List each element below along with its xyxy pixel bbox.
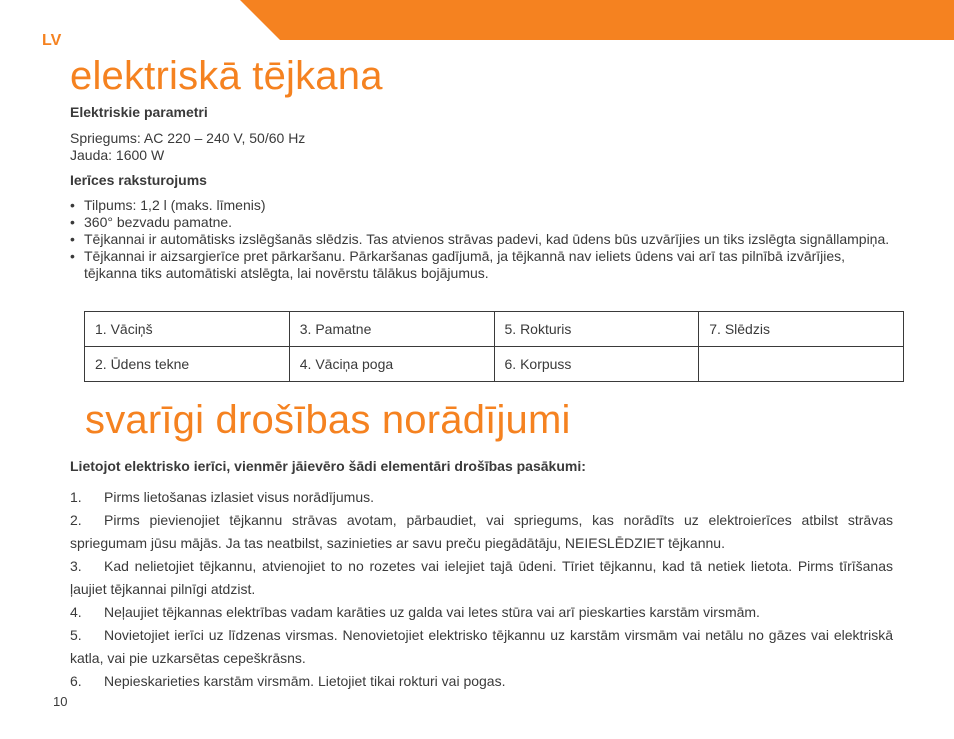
step-number: 3. bbox=[70, 558, 82, 574]
table-cell: 1. Vāciņš bbox=[85, 312, 290, 347]
header-accent-band bbox=[240, 0, 954, 40]
page-number: 10 bbox=[53, 694, 68, 709]
voltage-text: Spriegums: AC 220 – 240 V, 50/60 Hz bbox=[70, 130, 306, 146]
table-row bbox=[85, 312, 904, 347]
language-label: LV bbox=[42, 32, 62, 49]
list-item bbox=[70, 670, 893, 693]
step-number: 6. bbox=[70, 673, 82, 689]
parts-table bbox=[84, 311, 904, 382]
table-cell: 7. Slēdzis bbox=[699, 312, 904, 347]
table-cell: 6. Korpuss bbox=[494, 347, 699, 382]
safety-intro: Lietojot elektrisko ierīci, vienmēr jāievēro šādi elementāri drošības pasākumi: bbox=[70, 458, 586, 474]
step-text: Pirms pievienojiet tējkannu strāvas avotam, pārbaudiet, vai spriegums, kas norādīts uz elektroierīces atbilst strāvas spriegumam jūsu mājās. Ja tas neatbilst, sazinieties ar savu preču piegādātāju, NEIESLĒDZIET tējkannu. bbox=[70, 512, 893, 551]
section-title-kettle: elektriskā tējkana bbox=[70, 54, 383, 98]
table-cell: 4. Vāciņa poga bbox=[289, 347, 494, 382]
feature-item: • Tilpums: 1,2 l (maks. līmenis) bbox=[70, 197, 900, 214]
feature-item: • 360° bezvadu pamatne. bbox=[70, 214, 900, 231]
step-number: 5. bbox=[70, 627, 82, 643]
step-number: 1. bbox=[70, 489, 82, 505]
step-text: Nepieskarieties karstām virsmām. Lietojiet tikai rokturi vai pogas. bbox=[104, 673, 506, 689]
list-item bbox=[70, 624, 893, 670]
list-item bbox=[70, 486, 893, 509]
step-number: 4. bbox=[70, 604, 82, 620]
features-list bbox=[70, 197, 900, 282]
step-number: 2. bbox=[70, 512, 82, 528]
step-text: Novietojiet ierīci uz līdzenas virsmas. Nenovietojiet elektrisko tējkannu uz karstām virsmām vai netālu no gāzes vai elektriskā katla, vai pie uzkarsētas cepeškrāsns. bbox=[70, 627, 893, 666]
table-row bbox=[85, 347, 904, 382]
table-cell: 3. Pamatne bbox=[289, 312, 494, 347]
step-text: Pirms lietošanas izlasiet visus norādījumus. bbox=[104, 489, 374, 505]
step-text: Kad nelietojiet tējkannu, atvienojiet to no rozetes vai ielejiet tajā ūdeni. Tīriet tējkannu, kad tā netiek lietota. Pirms tīrīšanas ļaujiet tējkannai pilnīgi atdzist. bbox=[70, 558, 893, 597]
list-item bbox=[70, 601, 893, 624]
safety-steps-list bbox=[70, 486, 893, 693]
feature-item: • Tējkannai ir automātisks izslēgšanās slēdzis. Tas atvienos strāvas padevi, kad ūdens būs uzvārījies un tiks izslēgta signāllampiņa. bbox=[70, 231, 900, 248]
table-cell: 5. Rokturis bbox=[494, 312, 699, 347]
table-cell bbox=[699, 347, 904, 382]
step-text: Neļaujiet tējkannas elektrības vadam karāties uz galda vai letes stūra vai arī pieskarties karstām virsmām. bbox=[104, 604, 760, 620]
power-text: Jauda: 1600 W bbox=[70, 147, 165, 163]
list-item bbox=[70, 555, 893, 601]
features-heading: Ierīces raksturojums bbox=[70, 172, 207, 188]
table-cell: 2. Ūdens tekne bbox=[85, 347, 290, 382]
params-heading: Elektriskie parametri bbox=[70, 104, 208, 120]
feature-item: • Tējkannai ir aizsargierīce pret pārkaršanu. Pārkaršanas gadījumā, ja tējkannā nav ieliets ūdens vai arī tas pilnībā izvārījies, tējkanna tiks automātiski atslēgta, lai novērstu tālākus bojājumus. bbox=[70, 248, 900, 282]
list-item bbox=[70, 509, 893, 555]
section-title-safety: svarīgi drošības norādījumi bbox=[85, 398, 571, 442]
